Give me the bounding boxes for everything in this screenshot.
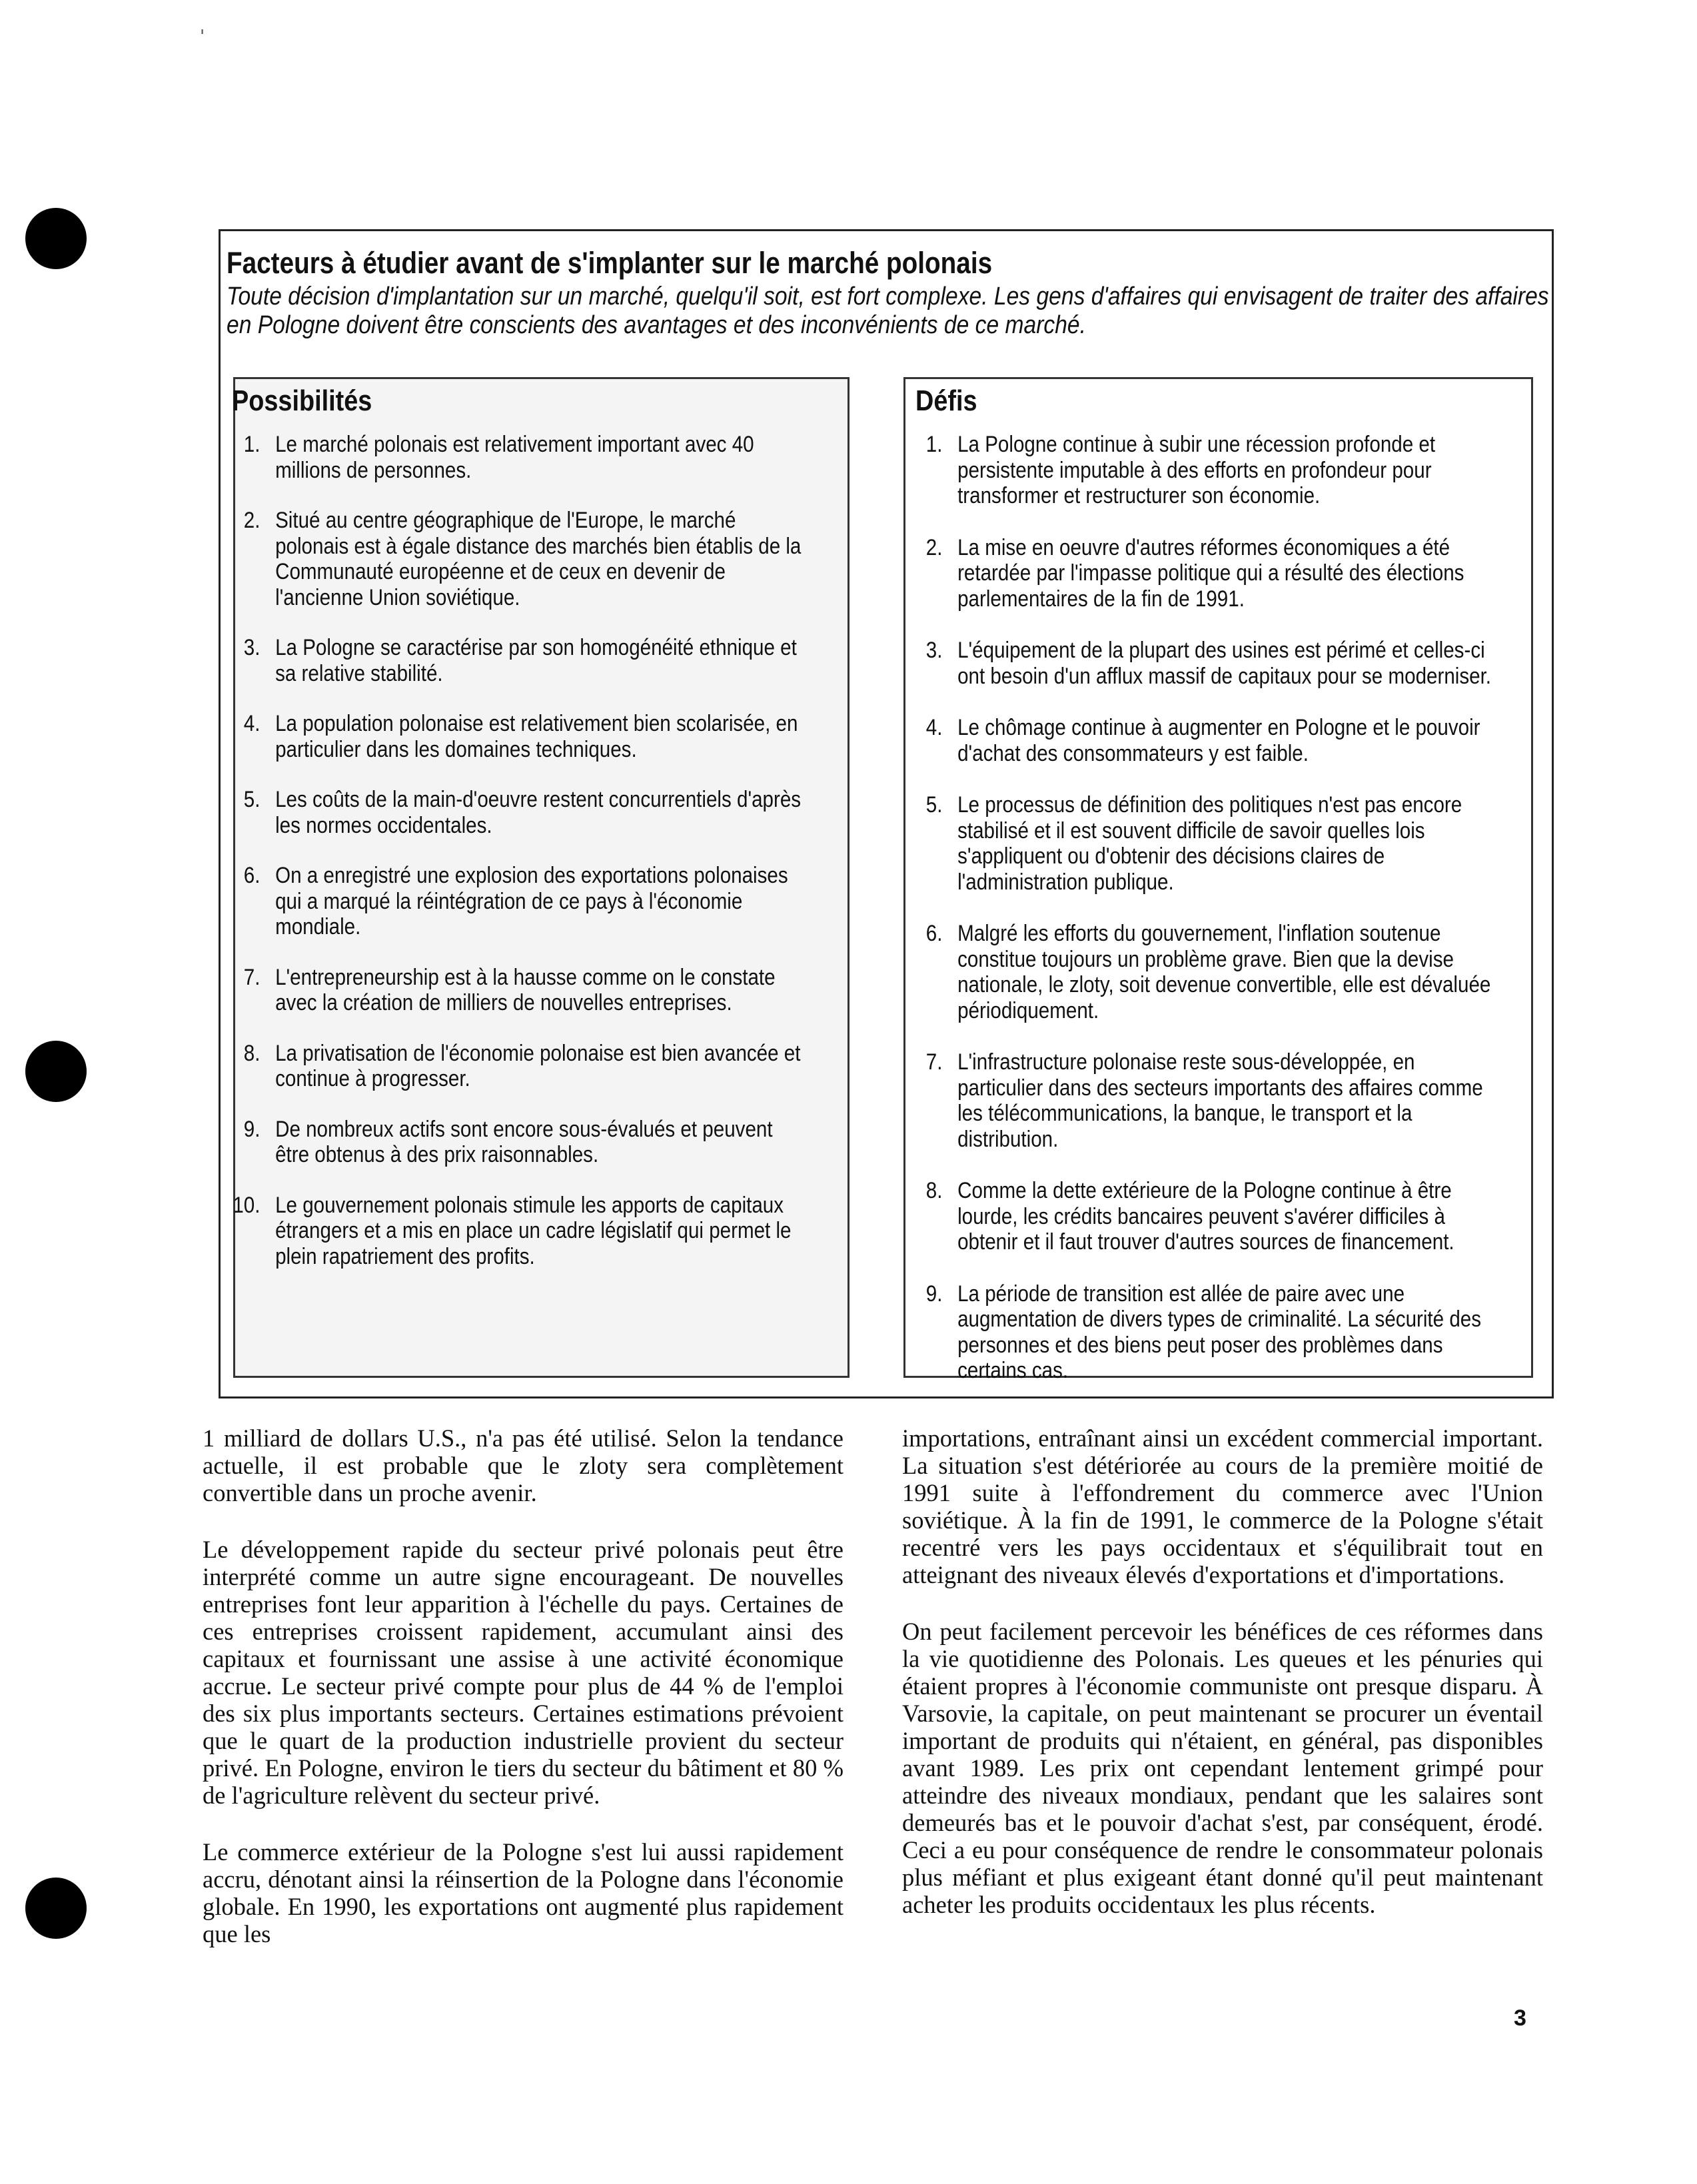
list-item (227, 1117, 806, 1168)
item-text: Le chômage continue à augmenter en Pologne et le pouvoir d'achat des consommateurs y est faible. (957, 715, 1480, 766)
item-number: 6. (243, 863, 261, 888)
item-text: Le gouvernement polonais stimule les apports de capitaux étrangers et a mis en place un cadre législatif qui permet le plein rapatriement des profits. (275, 1192, 792, 1269)
list-item (909, 535, 1494, 612)
item-text: La mise en oeuvre d'autres réformes économiques a été retardée par l'impasse politique qui a résulté des élections parlementaires de la fin de 1991. (957, 534, 1464, 612)
list-item (909, 792, 1494, 895)
body-paragraph: Le commerce extérieur de la Pologne s'est lui aussi rapidement accru, dénotant ainsi la réinsertion de la Pologne dans l'économie globale. En 1990, les exportations ont augmenté plus rapidement que les (203, 1838, 844, 1947)
list-item (227, 432, 806, 483)
list-item (909, 638, 1494, 689)
binder-hole-middle (25, 1041, 87, 1102)
list-item (909, 1049, 1494, 1152)
list-item (227, 863, 806, 940)
item-number: 4. (243, 711, 261, 736)
item-text: De nombreux actifs sont encore sous-évalués et peuvent être obtenus à des prix raisonnables. (275, 1116, 773, 1167)
body-paragraph: Le développement rapide du secteur privé polonais peut être interprété comme un autre signe encourageant. De nouvelles entreprises font leur apparition à l'échelle du pays. Certaines de ces entreprises croissent rapidement, accumulant ainsi des capitaux et fournissant une assise à une activité économique accrue. Le secteur privé compte pour plus de 44 % de l'emploi des six plus importants secteurs. Certaines estimations prévoient que le quart de la production industrielle provient du secteur privé. En Pologne, environ le tiers du secteur du bâtiment et 80 % de l'agriculture relèvent du secteur privé. (203, 1536, 844, 1809)
item-text: Comme la dette extérieure de la Pologne continue à être lourde, les crédits bancaires peuvent s'avérer difficiles à obtenir et il faut trouver d'autres sources de financement. (957, 1178, 1454, 1255)
list-item (227, 1193, 806, 1270)
item-text: Le processus de définition des politiques n'est pas encore stabilisé et il est souvent difficile de savoir quelles lois s'appliquent ou d'obtenir des décisions claires de l'administration publique. (957, 792, 1462, 895)
item-number: 3. (925, 638, 943, 663)
list-item (227, 787, 806, 838)
body-column-right (902, 1424, 1543, 1947)
item-text: Le marché polonais est relativement important avec 40 millions de personnes. (275, 432, 754, 483)
item-text: On a enregistré une explosion des exportations polonaises qui a marqué la réintégration de ce pays à l'économie mondiale. (275, 863, 788, 939)
binder-hole-bottom (25, 1878, 87, 1939)
item-number: 3. (243, 635, 261, 660)
item-number: 9. (243, 1116, 261, 1142)
item-number: 2. (925, 534, 943, 560)
body-paragraph: importations, entraînant ainsi un excédent commercial important. La situation s'est détériorée au cours de la première moitié de 1991 suite à l'effondrement du commerce avec l'Union soviétique. À la fin de 1991, le commerce de la Pologne s'était recentré vers les pays occidentaux et s'équilibrait tout en atteignant des niveaux élevés d'exportations et d'importations. (902, 1424, 1543, 1588)
defis-list (909, 432, 1582, 1410)
possibilites-list (227, 432, 893, 1294)
list-item (909, 921, 1494, 1023)
item-number: 10. (233, 1192, 261, 1218)
list-item (909, 432, 1494, 509)
item-text: La population polonaise est relativement bien scolarisée, en particulier dans les domaines techniques. (275, 711, 798, 762)
item-text: La privatisation de l'économie polonaise est bien avancée et continue à progresser. (275, 1040, 801, 1091)
item-number: 1. (925, 432, 943, 457)
item-number: 8. (925, 1178, 943, 1203)
box-intro: Toute décision d'implantation sur un marché, quelqu'il soit, est fort complexe. Les gens d'affaires qui envisagent de traiter des affaires en Pologne doivent être conscients des avantages et des inconvénients de ce marché. (227, 282, 1549, 339)
item-text: La Pologne continue à subir une récession profonde et persistente imputable à des efforts en profondeur pour transformer et restructurer son économie. (957, 432, 1436, 508)
page-number: 3 (1514, 2005, 1526, 2031)
item-number: 8. (243, 1040, 261, 1066)
list-item (909, 1178, 1494, 1255)
item-number: 6. (925, 921, 943, 946)
item-text: L'entrepreneurship est à la hausse comme on le constate avec la création de milliers de nouvelles entreprises. (275, 964, 776, 1015)
defis-heading: Défis (915, 384, 977, 417)
list-item (909, 1281, 1494, 1384)
box-title: Facteurs à étudier avant de s'implanter sur le marché polonais (227, 246, 993, 280)
item-number: 2. (243, 508, 261, 533)
item-text: L'infrastructure polonaise reste sous-développée, en particulier dans des secteurs importants des affaires comme les télécommunications, la banque, le transport et la distribution. (957, 1049, 1483, 1152)
item-text: L'équipement de la plupart des usines est périmé et celles-ci ont besoin d'un afflux massif de capitaux pour se moderniser. (957, 638, 1492, 689)
body-column-left (203, 1424, 844, 1977)
item-text: La période de transition est allée de paire avec une augmentation de divers types de criminalité. La sécurité des personnes et des biens peut poser des problèmes dans certains cas. (957, 1281, 1482, 1383)
list-item (227, 508, 806, 610)
body-paragraph: 1 milliard de dollars U.S., n'a pas été utilisé. Selon la tendance actuelle, il est probable que le zloty sera complètement convertible dans un proche avenir. (203, 1424, 844, 1506)
scan-mark: ' (200, 27, 205, 47)
binder-hole-top (25, 208, 87, 269)
list-item (909, 715, 1494, 766)
body-paragraph: On peut facilement percevoir les bénéfices de ces réformes dans la vie quotidienne des Polonais. Les queues et les pénuries qui étaient propres à l'économie communiste ont presque disparu. À Varsovie, la capitale, on peut maintenant se procurer un éventail important de produits qui n'étaient, en général, pas disponibles avant 1989. Les prix ont cependant lentement grimpé pour atteindre des niveaux mondiaux, pendant que les salaires sont demeurés bas et le pouvoir d'achat s'est, par conséquent, érodé. Ceci a eu pour conséquence de rendre le consommateur polonais plus méfiant et plus exigeant étant donné qu'il peut maintenant acheter les produits occidentaux les plus récents. (902, 1618, 1543, 1918)
item-number: 1. (243, 432, 261, 457)
item-text: La Pologne se caractérise par son homogénéité ethnique et sa relative stabilité. (275, 635, 797, 686)
item-number: 7. (243, 964, 261, 990)
item-number: 4. (925, 715, 943, 740)
item-number: 9. (925, 1281, 943, 1307)
item-number: 7. (925, 1049, 943, 1075)
item-text: Les coûts de la main-d'oeuvre restent concurrentiels d'après les normes occidentales. (275, 787, 802, 838)
list-item (227, 1041, 806, 1092)
item-number: 5. (925, 792, 943, 818)
list-item (227, 965, 806, 1016)
item-text: Situé au centre géographique de l'Europe, le marché polonais est à égale distance des marchés bien établis de la Communauté européenne et de ceux en devenir de l'ancienne Union soviétique. (275, 508, 802, 610)
list-item (227, 711, 806, 762)
item-text: Malgré les efforts du gouvernement, l'inflation soutenue constitue toujours un problème grave. Bien que la devise nationale, le zloty, soit devenue convertible, elle est dévaluée périodiquement. (957, 921, 1491, 1023)
item-number: 5. (243, 787, 261, 812)
list-item (227, 635, 806, 686)
possibilites-heading: Possibilités (232, 384, 372, 417)
